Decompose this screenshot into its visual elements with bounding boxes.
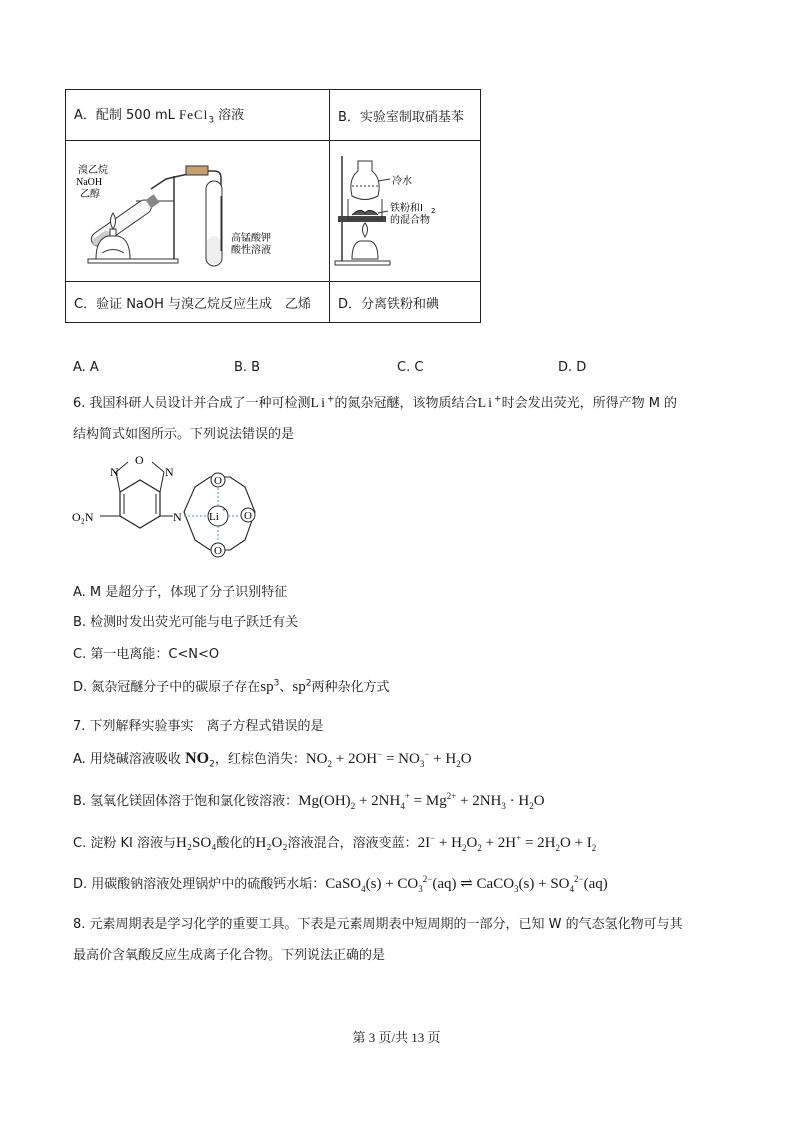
q6-stem-line1: 6. 我国科研人员设计并合成了一种可检测Li+的氮杂冠醚，该物质结合Li+时会发出荧光，所得产物 M 的 <box>73 394 678 411</box>
fig-label: 铁粉和I <box>390 203 423 214</box>
q5-table <box>65 89 481 323</box>
q5-cell-b: B．实验室制取硝基苯 <box>330 90 481 141</box>
fig-label: 乙醇 <box>80 189 100 200</box>
q5-figure-c <box>66 141 330 282</box>
atom-n: N <box>110 465 119 479</box>
q7-option-a: A. 用烧碱溶液吸收 $NO_2$，红棕色消失：$NO_2 + 2OH^- = NO_3^- + H_2O$ <box>73 749 472 770</box>
fig-label: 冷水 <box>392 176 412 187</box>
q5-option-d: D. D <box>558 360 587 375</box>
atom-n: N <box>173 510 182 524</box>
q5-option-b: B. B <box>234 360 261 375</box>
atom-o: O <box>214 545 222 557</box>
fig-label: 酸性溶液 <box>231 245 271 256</box>
q6-option-d: D. 氮杂冠醚分子中的碳原子存在$sp^3$、$sp^2$两种杂化方式 <box>73 678 390 695</box>
atom-n: N <box>165 465 174 479</box>
q6-stem-line2: 结构简式如图所示。下列说法错误的是 <box>73 427 295 442</box>
fig-label: 的混合物 <box>390 215 430 226</box>
lithium-ion: Li <box>209 511 219 523</box>
atom-o: O <box>244 510 252 522</box>
nitro-group: O₂N <box>72 510 94 524</box>
apparatus-separation-diagram <box>330 141 480 277</box>
q5-option-a: A. A <box>73 360 99 375</box>
q5-cell-c: C．验证 NaOH 与溴乙烷反应生成 乙烯 <box>66 282 330 323</box>
fig-label: 溴乙烷 <box>78 165 108 176</box>
apparatus-ethylene-diagram <box>66 141 329 277</box>
q7-stem: 7. 下列解释实验事实 离子方程式错误的是 <box>73 719 324 734</box>
q7-option-b: B. 氢氧化镁固体溶于饱和氯化铵溶液：$Mg(OH)_2 + 2NH_4^+ = Mg^{2+} + 2NH_3 \cdot H_2O$ <box>73 791 545 811</box>
q5-figure-d <box>330 141 481 282</box>
q5-cell-d: D．分离铁粉和碘 <box>330 282 481 323</box>
fig-label: 2 <box>431 207 436 215</box>
fig-label: NaOH <box>76 177 103 188</box>
page-footer: 第 3 页/共 13 页 <box>352 1030 441 1045</box>
fig-label: 高锰酸钾 <box>231 233 271 244</box>
q6-option-a: A. M 是超分子，体现了分子识别特征 <box>73 585 288 600</box>
q8-stem-line2: 最高价含氧酸反应生成离子化合物。下列说法正确的是 <box>73 948 386 963</box>
q7-option-d: D. 用碳酸钠溶液处理锅炉中的硫酸钙水垢：CaSO$_4$(s) + $CO_3^{2-}(aq)$ ⇌ CaCO$_3$(s) + $SO_4^{2-}(aq)$ <box>73 874 608 894</box>
q6-option-b: B. 检测时发出荧光可能与电子跃迁有关 <box>73 615 299 630</box>
q5-option-c: C. C <box>397 360 424 375</box>
crown-ether-structure <box>70 452 270 567</box>
q6-option-c: C. 第一电离能：C<N<O <box>73 647 220 662</box>
atom-o: O <box>214 475 222 487</box>
atom-o: O <box>135 453 144 467</box>
q5-cell-a: A．配制 500 mL FeCl$_3$ 溶液 <box>66 90 330 141</box>
q7-option-c: C. 淀粉 KI 溶液与H₂SO₄酸化的H₂O₂溶液混合，溶液变蓝：$2I^- + H_2O_2 + 2H^+ = 2H_2O + I_2$ <box>73 833 597 853</box>
q8-stem-line1: 8. 元素周期表是学习化学的重要工具。下表是元素周期表中短周期的一部分，已知 W 的气态氢化物可与其 <box>73 917 683 932</box>
lithium-charge: + <box>222 506 226 514</box>
